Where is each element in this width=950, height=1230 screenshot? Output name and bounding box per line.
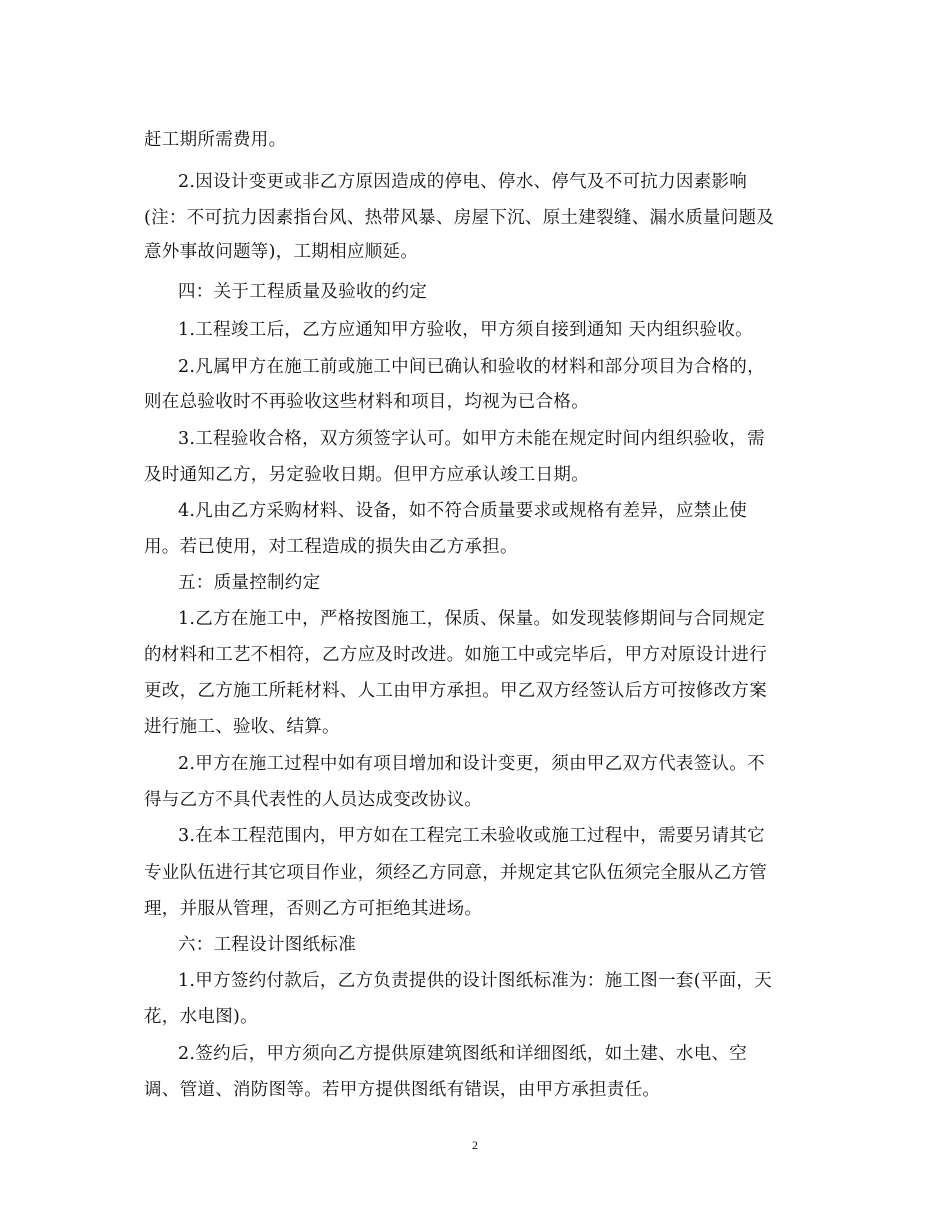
text-line: 3.工程验收合格，双方须签字认可。如甲方未能在规定时间内组织验收，需 (178, 429, 765, 449)
text-line: 1.乙方在施工中，严格按图施工，保质、保量。如发现装修期间与合同规定 (178, 609, 765, 629)
text-line: 4.凡由乙方采购材料、设备，如不符合质量要求或规格有差异，应禁止使 (178, 501, 748, 521)
text-line: 专业队伍进行其它项目作业，须经乙方同意，并规定其它队伍须完全服从乙方管 (144, 863, 767, 883)
text-line: 更改，乙方施工所耗材料、人工由甲方承担。甲乙双方经签认后方可按修改方案 (144, 681, 767, 701)
text-line: 进行施工、验收、结算。 (144, 717, 340, 737)
text-line: 得与乙方不具代表性的人员达成变改协议。 (144, 790, 483, 810)
text-line: 用。若已使用，对工程造成的损失由乙方承担。 (144, 537, 518, 557)
section-heading: 四：关于工程质量及验收的约定 (178, 282, 428, 302)
section-heading: 六：工程设计图纸标准 (178, 935, 356, 955)
text-line: 赶工期所需费用。 (144, 130, 287, 150)
text-line: 调、管道、消防图等。若甲方提供图纸有错误，由甲方承担责任。 (144, 1080, 661, 1100)
text-line: 1.工程竣工后，乙方应通知甲方验收，甲方须自接到通知 天内组织验收。 (178, 320, 753, 340)
text-line: (注：不可抗力因素指台风、热带风暴、房屋下沉、原土建裂缝、漏水质量问题及 (144, 208, 775, 228)
section-heading: 五：质量控制约定 (178, 573, 321, 593)
text-line: 2.甲方在施工过程中如有项目增加和设计变更，须由甲乙双方代表签认。不 (178, 754, 765, 774)
text-line: 则在总验收时不再验收这些材料和项目，均视为已合格。 (144, 392, 589, 412)
page-number: 2 (472, 1138, 478, 1152)
text-line: 理，并服从管理，否则乙方可拒绝其进场。 (144, 899, 483, 919)
text-line: 的材料和工艺不相符，乙方应及时改进。如施工中或完毕后，甲方对原设计进行 (144, 645, 767, 665)
text-line: 2.签约后，甲方须向乙方提供原建筑图纸和详细图纸，如土建、水电、空 (178, 1044, 748, 1064)
text-line: 及时通知乙方，另定验收日期。但甲方应承认竣工日期。 (144, 465, 589, 485)
text-line: 花，水电图)。 (144, 1007, 258, 1027)
text-line: 2.因设计变更或非乙方原因造成的停电、停水、停气及不可抗力因素影响 (178, 172, 748, 192)
text-line: 意外事故问题等)，工期相应顺延。 (144, 242, 419, 262)
text-line: 1.甲方签约付款后，乙方负责提供的设计图纸标准为：施工图一套(平面，天 (178, 971, 773, 991)
text-line: 3.在本工程范围内，甲方如在工程完工未验收或施工过程中，需要另请其它 (178, 826, 765, 846)
text-line: 2.凡属甲方在施工前或施工中间已确认和验收的材料和部分项目为合格的， (178, 357, 765, 377)
